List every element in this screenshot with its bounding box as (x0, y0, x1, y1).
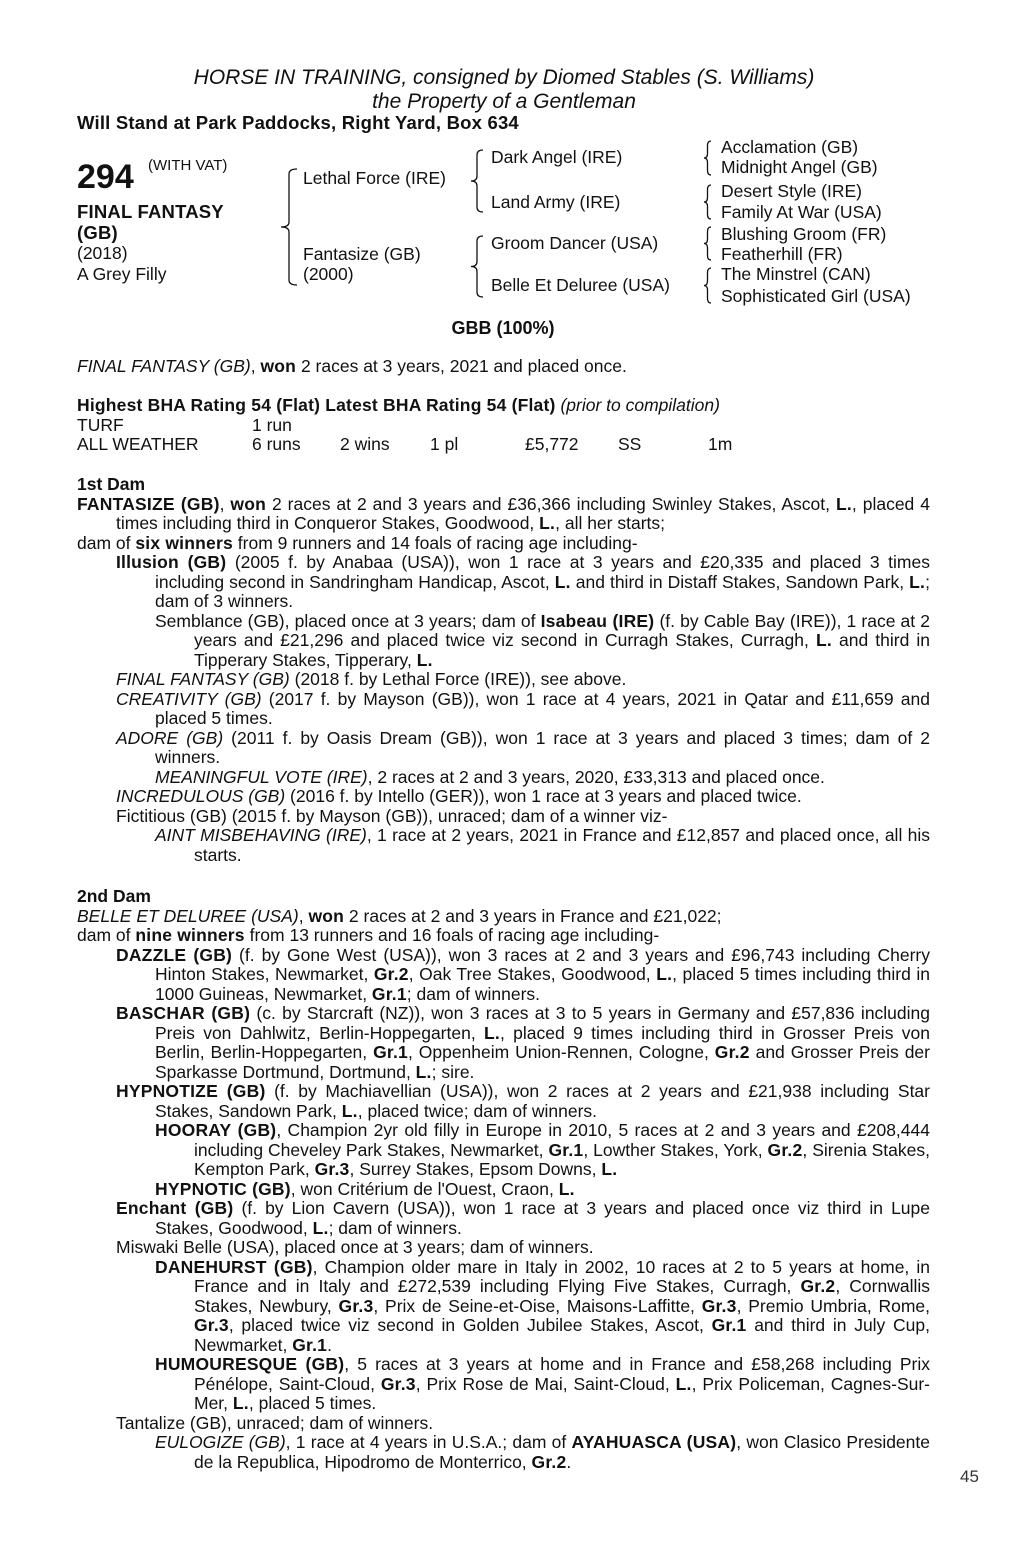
text: , Sirenia Stakes, Kempton Park, (194, 1139, 931, 1179)
ancestor: Sophisticated Girl (USA) (721, 286, 911, 306)
ancestor: Desert Style (IRE) (721, 181, 862, 201)
text: Miswaki Belle (USA), placed once at 3 years; dam of winners. (116, 1237, 594, 1257)
text: , Prix de Seine-et-Oise, Maisons-Laffitte, (373, 1295, 702, 1316)
bold-text: L. (415, 1061, 432, 1082)
pedigree-code: GBB (100%) (451, 318, 555, 338)
pedigree-paragraph (77, 1414, 930, 1434)
pedigree-paragraph (77, 495, 930, 534)
bold-text: L. (815, 630, 832, 650)
italic-text: ADORE (GB) (116, 727, 224, 748)
bold-text: Isabeau (IRE) (540, 610, 655, 631)
text: (f. by Cable Bay (IRE)), 1 race at 2 years and £21,296 and placed twice viz second in Curragh Stakes, Curragh, (194, 610, 930, 650)
bold-text: Highest BHA Rating 54 (Flat) Latest BHA Rating 54 (Flat) (77, 395, 556, 415)
bold-text: Gr.2 (714, 1042, 750, 1062)
ancestor: Midnight Angel (GB) (721, 157, 878, 177)
aw-placed: 1 pl (430, 434, 459, 454)
all-weather-row (77, 435, 930, 455)
bold-text: L. (232, 1393, 249, 1413)
bold-text: L. (539, 513, 556, 533)
italic-text: (prior to compilation) (560, 395, 720, 415)
text: Fictitious (GB) (2015 f. by Mayson (GB)), unraced; dam of a winner viz- (116, 805, 668, 826)
text: , Prix Policeman, Cagnes-Sur-Mer, (194, 1373, 931, 1413)
text: . (327, 1334, 332, 1355)
stand-location: Will Stand at Park Paddocks, Right Yard, Box 634 (77, 112, 519, 133)
bold-text: Illusion (GB) (116, 552, 227, 572)
pedigree-paragraph (77, 768, 930, 788)
text: and third in Tipperary Stakes, Tipperary, (194, 630, 931, 670)
bold-text: Gr.3 (194, 1315, 229, 1335)
bold-text: won (230, 493, 267, 514)
ratings-line (77, 396, 930, 416)
bold-text: Gr.3 (701, 1295, 737, 1316)
bold-text: Enchant (GB) (116, 1198, 234, 1218)
sire-sire: Dark Angel (IRE) (491, 147, 623, 167)
pedigree-paragraph (77, 787, 930, 807)
text: , Prix Rose de Mai, Saint-Cloud, (415, 1373, 676, 1394)
second-dam-section (77, 887, 930, 1472)
horse-description: A Grey Filly (77, 264, 167, 284)
pedigree-paragraph (77, 729, 930, 768)
bold-text: won (260, 356, 297, 376)
brace-icon (704, 226, 715, 261)
ancestor: Blushing Groom (FR) (721, 224, 887, 244)
aw-runs: 6 runs (252, 434, 301, 454)
bold-text: L. (558, 1178, 575, 1199)
text: , (298, 905, 309, 926)
text: , 1 race at 4 years in U.S.A.; dam of (285, 1432, 572, 1452)
text: , placed 9 times including third in Grosser Preis von Berlin, Berlin-Hoppegarten, (155, 1022, 930, 1062)
text: and third in Distaff Stakes, Sandown Park, (570, 571, 910, 592)
bold-text: Gr.2 (800, 1276, 836, 1296)
pedigree-paragraph (77, 907, 930, 927)
text: , placed 5 times. (248, 1393, 377, 1413)
pedigree-paragraph (77, 1433, 930, 1472)
italic-text: FINAL FANTASY (GB) (77, 356, 251, 376)
italic-text: INCREDULOUS (GB) (116, 786, 286, 806)
bold-text: nine winners (135, 925, 245, 945)
dam: Fantasize (GB) (303, 244, 421, 264)
page-number: 45 (960, 1467, 979, 1486)
bold-text: L. (909, 571, 926, 592)
bold-text: L. (484, 1022, 500, 1043)
second-dam-heading: 2nd Dam (77, 886, 151, 906)
italic-text: EULOGIZE (GB) (155, 1432, 286, 1452)
pedigree-paragraph (77, 612, 930, 671)
bold-text: L. (416, 649, 433, 670)
bold-text: L. (312, 1217, 329, 1238)
bold-text: Gr.2 (767, 1139, 803, 1160)
dam-dam: Belle Et Deluree (USA) (491, 275, 670, 295)
text: , Cornwallis Stakes, Newbury, (194, 1276, 930, 1316)
text: ; dam of winners. (406, 983, 541, 1004)
bold-text: BASCHAR (GB) (116, 1003, 251, 1023)
brace-icon (704, 184, 715, 220)
text: (2018 f. by Lethal Force (IRE)), see above. (289, 669, 627, 689)
ancestor: Acclamation (GB) (721, 137, 859, 157)
aw-distance: 1m (708, 434, 733, 454)
bold-text: Gr.1 (373, 1042, 408, 1062)
bold-text: HUMOURESQUE (GB) (155, 1354, 345, 1374)
bold-text: L. (675, 1373, 692, 1394)
pedigree-paragraph (77, 1004, 930, 1082)
turf-label: TURF (77, 414, 124, 435)
bold-text: six winners (135, 532, 233, 553)
text: , Oppenheim Union-Rennen, Cologne, (407, 1042, 715, 1062)
aw-label: ALL WEATHER (77, 434, 199, 454)
pedigree-paragraph (77, 690, 930, 729)
text: , placed twice viz second in Golden Jubilee Stakes, Ascot, (228, 1315, 712, 1335)
text: Tantalize (GB), unraced; dam of winners. (116, 1412, 434, 1433)
text: 2 races at 2 and 3 years in France and £21,022; (344, 905, 722, 926)
sire: Lethal Force (IRE) (303, 168, 446, 188)
intro-paragraph (77, 357, 930, 377)
italic-text: BELLE ET DELUREE (USA) (77, 905, 299, 926)
text: (2011 f. by Oasis Dream (GB)), won 1 race at 3 years and placed 3 times; dam of 2 winners. (155, 727, 930, 767)
bold-text: won (308, 905, 345, 926)
text: , all her starts; (555, 513, 666, 533)
text: 2 races at 2 and 3 years and £36,366 including Swinley Stakes, Ascot, (266, 493, 836, 514)
text: (c. by Starcraft (NZ)), won 3 races at 3 to 5 years in Germany and £57,836 including Preis von Dahlwitz, Berlin-Hoppegarten, (155, 1003, 931, 1043)
pedigree-paragraph (77, 1121, 930, 1180)
text: (2005 f. by Anabaa (USA)), won 1 race at 3 years and £20,335 and placed 3 times including second in Sandringham Handicap, Ascot, (155, 552, 930, 592)
pedigree-paragraph (77, 1180, 930, 1200)
vat-note: (WITH VAT) (148, 157, 228, 174)
text: , Oak Tree Stakes, Goodwood, (408, 964, 657, 984)
text: , 5 races at 3 years at home and in France and £58,268 including Prix Pénélope, Saint-Cloud, (194, 1354, 930, 1394)
aw-earnings: £5,772 (525, 434, 579, 454)
text: , (219, 493, 231, 514)
bold-text: L. (656, 964, 673, 984)
text: , Surrey Stakes, Epsom Downs, (349, 1159, 602, 1179)
text: dam of (77, 925, 136, 945)
text: , won Critérium de l'Ouest, Craon, (290, 1178, 559, 1199)
pedigree-paragraph (77, 553, 930, 612)
text: , Champion 2yr old filly in Europe in 2010, 5 races at 2 and 3 years and £208,444 including Cheveley Park Stakes, Newmarket, (194, 1120, 930, 1160)
turf-row (77, 416, 930, 436)
text: Semblance (GB), placed once at 3 years; dam of (155, 610, 541, 631)
pedigree-paragraph (77, 1082, 930, 1121)
ancestor: The Minstrel (CAN) (721, 264, 871, 284)
italic-text: FINAL FANTASY (GB) (116, 669, 290, 689)
italic-text: MEANINGFUL VOTE (IRE) (155, 766, 368, 787)
aw-wins: 2 wins (340, 434, 390, 454)
bold-text: Gr.3 (314, 1159, 350, 1179)
bold-text: DANEHURST (GB) (155, 1256, 313, 1277)
text: dam of (77, 532, 136, 553)
bold-text: HOORAY (GB) (155, 1120, 277, 1140)
text: ; dam of 3 winners. (155, 571, 930, 611)
bold-text: Gr.2 (531, 1451, 567, 1472)
text: and third in July Cup, Newmarket, (194, 1315, 930, 1355)
italic-text: CREATIVITY (GB) (116, 688, 262, 709)
pedigree-paragraph (77, 1355, 930, 1414)
dam-sire: Groom Dancer (USA) (491, 233, 659, 253)
bold-text: Gr.1 (292, 1334, 328, 1355)
text: . (566, 1451, 572, 1472)
text: , 1 race at 2 years, 2021 in France and £12,857 and placed once, all his starts. (194, 825, 931, 865)
horse-year: (2018) (77, 243, 128, 263)
pedigree-paragraph (77, 1199, 930, 1238)
intro-line (77, 357, 930, 377)
text: and Grosser Preis der Sparkasse Dortmund, Dortmund, (155, 1042, 930, 1082)
text: (f. by Machiavellian (USA)), won 2 races at 2 years and £21,938 including Star Stakes, Sandown Park, (155, 1081, 930, 1121)
text: ; sire. (431, 1061, 475, 1082)
bold-text: Gr.1 (371, 983, 407, 1004)
ratings-block (77, 396, 930, 455)
aw-going: SS (618, 434, 642, 454)
bold-text: FANTASIZE (GB) (77, 493, 220, 514)
sire-dam: Land Army (IRE) (491, 192, 621, 212)
text: , Lowther Stakes, York, (583, 1139, 768, 1160)
first-dam-section (77, 475, 930, 865)
bold-text: HYPNOTIZE (GB) (116, 1081, 266, 1101)
text: , placed 4 times including third in Conqueror Stakes, Goodwood, (116, 493, 930, 533)
pedigree-paragraph (77, 1238, 930, 1258)
text: , placed 5 times including third in 1000 Guineas, Newmarket, (155, 964, 931, 1004)
text: , placed twice; dam of winners. (357, 1100, 598, 1121)
bold-text: Gr.1 (711, 1315, 747, 1335)
text: from 9 runners and 14 foals of racing age including- (232, 532, 638, 553)
bold-text: DAZZLE (GB) (116, 944, 233, 965)
brace-icon (471, 235, 487, 298)
pedigree-paragraph (77, 534, 930, 554)
header-title: HORSE IN TRAINING, consigned by Diomed Stables (S. Williams) (193, 66, 815, 89)
bold-text: Gr.3 (380, 1373, 416, 1394)
first-dam-heading: 1st Dam (77, 474, 146, 494)
pedigree-paragraph (77, 1258, 930, 1356)
turf-runs: 1 run (252, 414, 292, 435)
brace-icon (704, 140, 715, 176)
bold-text: Gr.1 (548, 1139, 584, 1160)
text: 2 races at 3 years, 2021 and placed once. (296, 356, 627, 376)
bold-text: AYAHUASCA (USA) (571, 1432, 737, 1452)
bold-text: L. (835, 493, 852, 514)
text: , Premio Umbria, Rome, (736, 1295, 930, 1316)
bold-text: Gr.2 (373, 964, 409, 984)
horse-country: (GB) (77, 222, 118, 243)
bold-text: L. (601, 1159, 618, 1179)
pedigree-paragraph (77, 946, 930, 1005)
text: , Champion older mare in Italy in 2002, 10 races at 2 to 5 years at home, in France and in Italy and £272,539 including Flying Five Stakes, Curragh, (194, 1256, 930, 1296)
text: , 2 races at 2 and 3 years, 2020, £33,313 and placed once. (367, 766, 825, 787)
bold-text: Gr.3 (338, 1295, 374, 1316)
brace-icon (281, 168, 301, 286)
text: from 13 runners and 16 foals of racing age including- (244, 925, 660, 945)
bold-text: L. (554, 571, 571, 592)
pedigree-paragraph (77, 926, 930, 946)
text: (f. by Lion Cavern (USA)), won 1 race at 3 years and placed once viz third in Lupe Stakes, Goodwood, (155, 1198, 931, 1238)
text: ; dam of winners. (328, 1217, 462, 1238)
horse-name: FINAL FANTASY (77, 201, 224, 222)
bold-text: L. (341, 1100, 358, 1121)
text: , (250, 356, 261, 376)
dam-year: (2000) (303, 264, 354, 284)
pedigree-paragraph (77, 826, 930, 865)
brace-icon (704, 267, 715, 304)
lot-number: 294 (77, 158, 134, 196)
ancestor: Featherhill (FR) (721, 244, 843, 264)
text: (2016 f. by Intello (GER)), won 1 race at 3 years and placed twice. (285, 786, 802, 806)
brace-icon (471, 149, 487, 213)
ancestor: Family At War (USA) (721, 202, 882, 222)
pedigree-paragraph (77, 807, 930, 827)
text: (2017 f. by Mayson (GB)), won 1 race at 4 years, 2021 in Qatar and £11,659 and placed 5 times. (155, 688, 930, 728)
bold-text: HYPNOTIC (GB) (155, 1178, 291, 1199)
pedigree-paragraph (77, 670, 930, 690)
header-subtitle: the Property of a Gentleman (372, 90, 636, 113)
text: (f. by Gone West (USA)), won 3 races at 2 and 3 years and £96,743 including Cherry Hinton Stakes, Newmarket, (155, 944, 930, 984)
italic-text: AINT MISBEHAVING (IRE) (155, 825, 367, 845)
text: , won Clasico Presidente de la Republica, Hipodromo de Monterrico, (194, 1432, 930, 1472)
